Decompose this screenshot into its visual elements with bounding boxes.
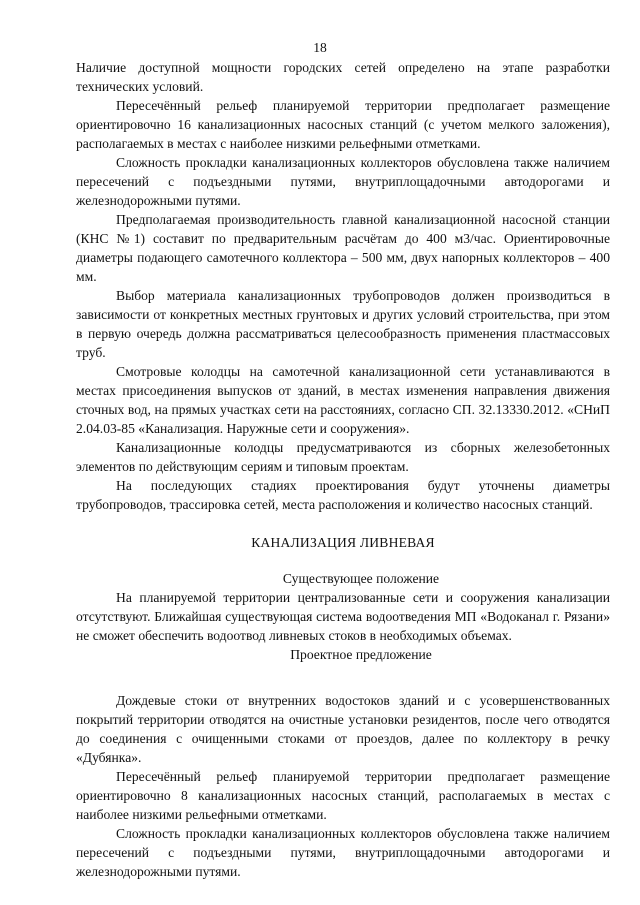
subsection-title-proposal: Проектное предложение (290, 647, 432, 662)
paragraph: Предполагаемая производительность главной канализационной насосной станции (КНС №1) составит по предварительным расчётам до 400 м3/час. Ориентировочные диаметры подающего самотечного коллектора – 500 мм, двух напорных коллекторов – 400 мм. (76, 212, 610, 284)
paragraph: Наличие доступной мощности городских сетей определено на этапе разработки технических условий. (76, 60, 610, 94)
paragraph: Дождевые стоки от внутренних водостоков зданий и с усовершенствованных покрытий территории отводятся на очистные установки резидентов, после чего отводятся до соединения с очищенными стоками от проездов, далее по коллектору в речку «Дубянка». (76, 693, 610, 765)
paragraph: На планируемой территории централизованные сети и сооружения канализации отсутствуют. Ближайшая существующая система водоотведения МП «Водоканал г. Рязани» не сможет обеспечить водоотвод ливневых стоков в необходимых объемах. (76, 590, 610, 643)
page-number: 18 (313, 40, 327, 55)
paragraph: Сложность прокладки канализационных коллекторов обусловлена также наличием пересечений с подъездными путями, внутриплощадочными автодорогами и железнодорожными путями. (76, 155, 610, 208)
paragraph: Пересечённый рельеф планируемой территории предполагает размещение ориентировочно 16 канализационных насосных станций (с учетом мелкого заложения), располагаемых в местах с наиболее низкими рельефными отметками. (76, 98, 610, 151)
section-title: КАНАЛИЗАЦИЯ ЛИВНЕВАЯ (251, 535, 435, 550)
paragraph: Выбор материала канализационных трубопроводов должен производиться в зависимости от конкретных местных грунтовых и других условий строительства, при этом в первую очередь должна рассматриваться целесообразность применения пластмассовых труб. (76, 288, 610, 360)
paragraph: Смотровые колодцы на самотечной канализационной сети устанавливаются в местах присоединения выпусков от зданий, в местах изменения направления движения сточных вод, на прямых участках сети на расстояниях, согласно СП. 32.13330.2012. «СНиП 2.04.03-85 «Канализация. Наружные сети и сооружения». (76, 364, 610, 436)
paragraph: Канализационные колодцы предусматриваются из сборных железобетонных элементов по действующим сериям и типовым проектам. (76, 440, 610, 474)
subsection-title-existing: Существующее положение (282, 571, 440, 586)
paragraph: На последующих стадиях проектирования будут уточнены диаметры трубопроводов, трассировка сетей, места расположения и количество насосных станций. (76, 478, 610, 512)
page-content (76, 58, 610, 881)
paragraph: Пересечённый рельеф планируемой территории предполагает размещение ориентировочно 8 канализационных насосных станций, располагаемых в местах с наиболее низкими рельефными отметками. (76, 769, 610, 822)
paragraph: Сложность прокладки канализационных коллекторов обусловлена также наличием пересечений с подъездными путями, внутриплощадочными автодорогами и железнодорожными путями. (76, 826, 610, 879)
